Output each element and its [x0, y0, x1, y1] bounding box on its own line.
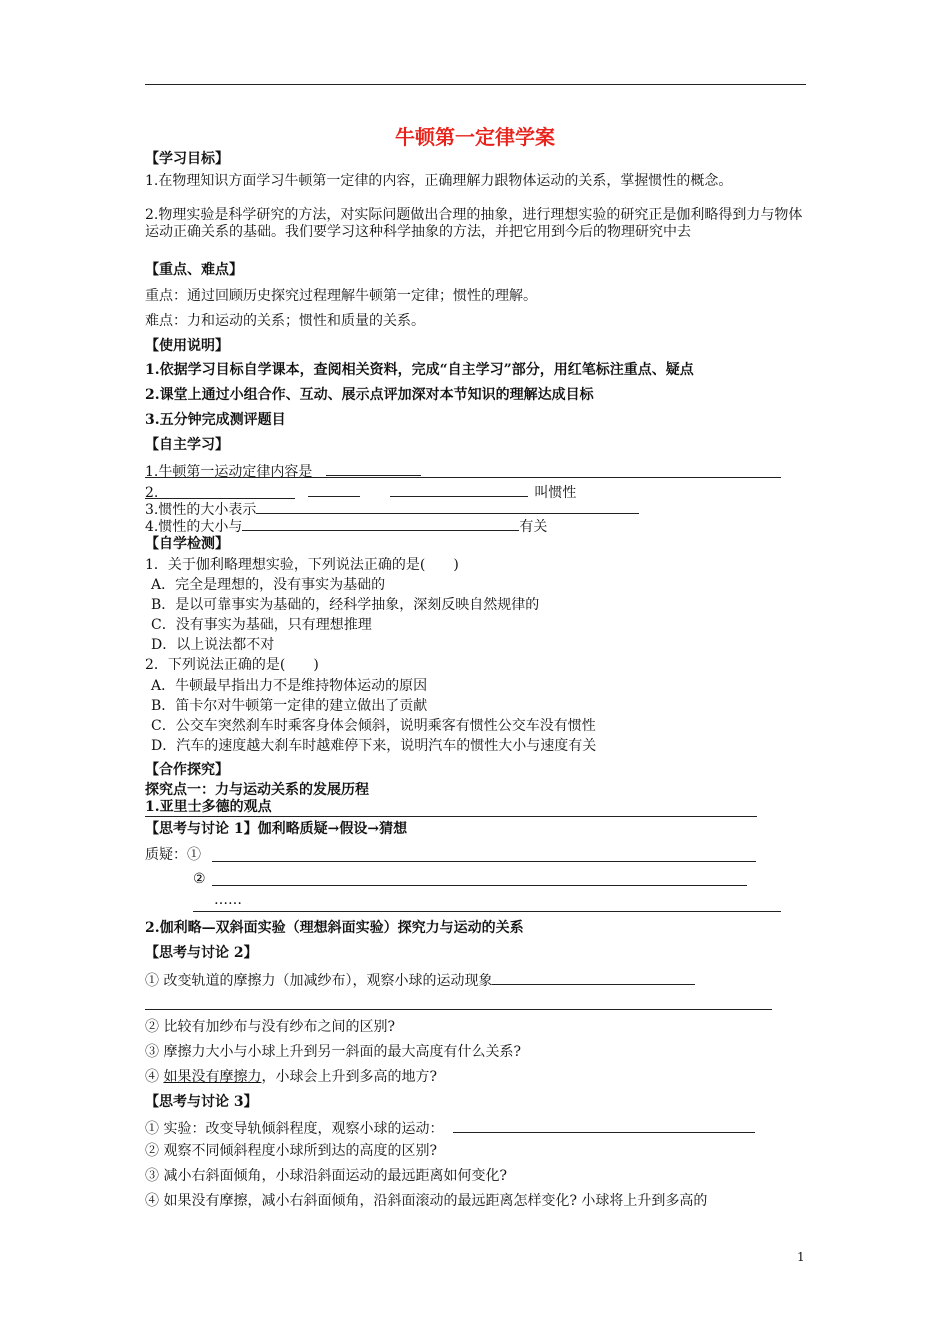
- blank-field[interactable]: [326, 461, 421, 476]
- selfstudy-q4: [145, 516, 547, 536]
- blank-field[interactable]: [390, 482, 528, 497]
- discuss-2-q1-text: ① 改变轨道的摩擦力（加减纱布），观察小球的运动现象: [145, 973, 493, 989]
- goals-p2: 2.物理实验是科学研究的方法，对实际问题做出合理的抽象，进行理想实验的研究正是伽利略得到力与物体运动正确关系的基础。我们要学习这种科学抽象的方法，并把它用到今后的物理研究中去: [145, 207, 803, 240]
- answer-line[interactable]: [212, 861, 756, 862]
- selfstudy-q4-tail: 有关: [519, 519, 548, 535]
- circle-number: ①: [187, 847, 201, 863]
- underlined-phrase: 如果没有摩擦力: [163, 1069, 262, 1085]
- discuss-2-heading: 【思考与讨论 2】: [145, 945, 258, 961]
- blank-field[interactable]: [308, 482, 360, 497]
- discuss-1-heading: 【思考与讨论 1】伽利略质疑→假设→猜想: [145, 821, 408, 837]
- doubt-label: 质疑：: [145, 847, 187, 863]
- selfstudy-q2-tail: 叫惯性: [534, 485, 577, 501]
- discuss-2-q4: [145, 1069, 437, 1086]
- page-number: 1: [797, 1250, 805, 1264]
- key-point: 重点：通过回顾历史探究过程理解牛顿第一定律；惯性的理解。: [145, 288, 537, 304]
- option: A．牛顿最早指出力不是维持物体运动的原因: [151, 678, 428, 694]
- hard-point: 难点：力和运动的关系；惯性和质量的关系。: [145, 313, 425, 329]
- selfcheck-q2: 2．下列说法正确的是( ): [145, 657, 319, 673]
- option: D．以上说法都不对: [151, 637, 275, 653]
- discuss-3-heading: 【思考与讨论 3】: [145, 1094, 258, 1110]
- discuss-2-q3: ③ 摩擦力大小与小球上升到另一斜面的最大高度有什么关系?: [145, 1044, 521, 1060]
- option: A．完全是理想的，没有事实为基础的: [151, 577, 386, 593]
- usage-item: 1.依据学习目标自学课本，查阅相关资料，完成“自主学习”部分，用红笔标注重点、疑点: [145, 362, 694, 378]
- blank-field[interactable]: [453, 1118, 755, 1133]
- explore-point-1: 探究点一：力与运动关系的发展历程: [145, 782, 369, 798]
- doubt-line-1: [145, 847, 201, 864]
- discuss-3-q1-text: ① 实验：改变导轨倾斜程度，观察小球的运动：: [145, 1121, 444, 1137]
- selfstudy-heading: 【自主学习】: [145, 437, 229, 453]
- discuss-2-q2: ② 比较有加纱布与没有纱布之间的区别?: [145, 1019, 395, 1035]
- answer-line: [145, 816, 757, 817]
- circle-prefix: ④: [145, 1069, 164, 1085]
- selfstudy-q3-text: 3.惯性的大小表示: [145, 502, 257, 518]
- discuss-3-q3: ③ 减小右斜面倾角，小球沿斜面运动的最远距离如何变化?: [145, 1168, 507, 1184]
- option: B．笛卡尔对牛顿第一定律的建立做出了贡献: [151, 698, 428, 714]
- keypoints-heading: 【重点、难点】: [145, 262, 243, 278]
- option: D．汽车的速度越大刹车时越难停下来，说明汽车的惯性大小与速度有关: [151, 738, 597, 754]
- selfstudy-q1-text: 1.牛顿第一运动定律内容是: [145, 464, 313, 480]
- selfcheck-heading: 【自学检测】: [145, 536, 229, 552]
- selfstudy-q1: [145, 461, 421, 481]
- answer-line[interactable]: [145, 1009, 772, 1010]
- coop-heading: 【合作探究】: [145, 762, 229, 778]
- aristotle-heading: 1.亚里士多德的观点: [145, 799, 272, 815]
- option: B．是以可靠事实为基础的，经科学抽象，深刻反映自然规律的: [151, 597, 540, 613]
- usage-heading: 【使用说明】: [145, 338, 229, 354]
- blank-field[interactable]: [256, 499, 639, 514]
- answer-line[interactable]: [212, 885, 747, 886]
- goals-heading: 【学习目标】: [145, 151, 229, 167]
- page-title: 牛顿第一定律学案: [395, 125, 555, 149]
- selfstudy-q2-num: 2.: [145, 485, 159, 501]
- discuss-3-q4: ④ 如果没有摩擦，减小右斜面倾角，沿斜面滚动的最远距离怎样变化? 小球将上升到多高的: [145, 1193, 708, 1209]
- galileo-heading: 2.伽利略—双斜面实验（理想斜面实验）探究力与运动的关系: [145, 920, 524, 936]
- blank-field[interactable]: [242, 516, 519, 531]
- discuss-2-q1: [145, 970, 695, 990]
- header-rule: [145, 84, 806, 85]
- usage-item: 3.五分钟完成测评题目: [145, 412, 286, 428]
- circle-number: ②: [193, 871, 206, 887]
- answer-line: [145, 477, 781, 478]
- usage-item: 2.课堂上通过小组合作、互动、展示点评加深对本节知识的理解达成目标: [145, 387, 594, 403]
- discuss-2-q4-rest: ，小球会上升到多高的地方?: [261, 1069, 437, 1085]
- discuss-3-q1: [145, 1118, 755, 1138]
- option: C．没有事实为基础，只有理想推理: [151, 617, 372, 633]
- blank-field[interactable]: [492, 970, 695, 985]
- selfcheck-q1: 1．关于伽利略理想实验，下列说法正确的是( ): [145, 557, 459, 573]
- discuss-3-q2: ② 观察不同倾斜程度小球所到达的高度的区别?: [145, 1143, 437, 1159]
- goals-p1: 1.在物理知识方面学习牛顿第一定律的内容，正确理解力跟物体运动的关系，掌握惯性的概念。: [145, 173, 733, 189]
- selfstudy-q4-text: 4.惯性的大小与: [145, 519, 243, 535]
- answer-line[interactable]: [193, 911, 781, 912]
- ellipsis: ……: [214, 892, 242, 908]
- option: C．公交车突然刹车时乘客身体会倾斜，说明乘客有惯性公交车没有惯性: [151, 718, 596, 734]
